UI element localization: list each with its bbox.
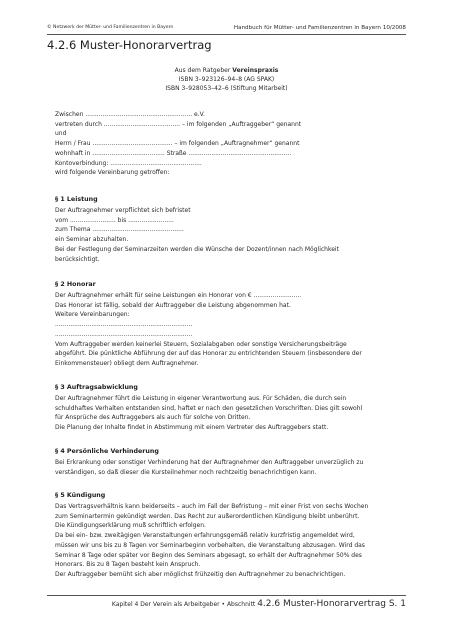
parties-block (55, 110, 415, 178)
section-line: schuldhaftes Verhalten entstanden sind, haftet er nach den gesetzlichen Vorschriften. Dies gilt sowohl (55, 404, 363, 412)
page-footer (112, 599, 406, 609)
header-handbook-title: Handbuch für Mütter- und Familienzentren in Bayern 10/2008 (233, 25, 406, 31)
section-body (55, 206, 415, 264)
section-line: Das Vertragsverhältnis kann beiderseits – auch im Fall der Befristung – mit einer Frist von sechs Wochen (55, 503, 369, 510)
section-line: Der Auftragnehmer führt die Leistung in eigener Verantwortung aus. Für Schäden, die durch sein (55, 395, 347, 402)
isbn-1: ISBN 3–923126–94–8 (AG SPAK) (178, 76, 275, 83)
section-line: ein Seminar abzuhalten. (55, 236, 129, 244)
section-line: abgeführt. Die pünktliche Abführung der auf das Honorar zu entrichtenden Steuern (insbesondere der (55, 350, 362, 358)
parties-line: Zwischen ........................................................ e.V. (55, 111, 205, 118)
section-line: Bei Erkrankung oder sonstiger Verhinderung hat der Auftragnehmer den Auftraggeber unverzüglich zu (55, 459, 364, 466)
parties-line: wohnhaft in ...................................... Straße ...................................................... (55, 149, 292, 157)
section-line: Das Honorar ist fällig, sobald der Auftraggeber die Leistung abgenommen hat. (55, 301, 291, 309)
section-line: Bei der Festlegung der Seminarzeiten werden die Wünsche der Dozent/innen nach Möglichkeit (55, 245, 339, 253)
footer-divider (47, 595, 406, 596)
section-body (55, 394, 415, 433)
section-heading: § 3 Auftragsabwicklung (55, 384, 138, 391)
page-header (47, 23, 406, 33)
section-line: Seminar 8 Tage oder später vor Beginn des Seminars abgesagt, so erhält der Auftragnehmer 50% des (55, 551, 362, 559)
source-book-title: Vereinspraxis (232, 67, 279, 74)
section-line: berücksichtigt. (55, 255, 100, 263)
section-line: Da bei ein- bzw. zweitägigen Veranstaltungen erfahrungsgemäß relativ kurzfristig angemeldet wird, (55, 532, 355, 540)
section-line: müssen wir uns bis zu 8 Tagen vor Seminarbeginn vorbehalten, die Veranstaltung abzusagen. Wird das (55, 541, 365, 549)
section-line: ........................................................................ (55, 321, 193, 329)
section-line: Einkommensteuer) obliegt dem Auftragnehmer. (55, 359, 199, 367)
section-heading: § 2 Honorar (55, 281, 96, 288)
section-line: verständigen, so daß dieser die Kursteilnehmer noch rechtzeitig benachrichtigen kann. (55, 468, 317, 476)
footer-section-page: 4.2.6 Muster-Honorarvertrag S. 1 (257, 599, 406, 609)
section-body (55, 291, 415, 369)
section-line: Die Planung der Inhalte findet in Abstimmung mit einem Vertreter des Auftraggebers statt. (55, 424, 329, 432)
section-line: zum Thema ................................................ (55, 226, 184, 234)
parties-line: vertreten durch ........................................ – im folgenden „Auftraggeber“ genannt (55, 120, 302, 128)
source-prefix: Aus dem Ratgeber (174, 67, 233, 74)
header-divider (47, 34, 406, 35)
section-line: Der Auftragnehmer verpflichtet sich befristet (55, 207, 191, 214)
parties-line: und (55, 130, 67, 138)
parties-line: wird folgende Vereinbarung getroffen: (55, 169, 170, 177)
section-body (55, 458, 415, 477)
section-line: Honorars. Bis zu 8 Tagen besteht kein Anspruch. (55, 561, 201, 569)
isbn-2: ISBN 3–928053–42–6 (Stiftung Mitarbeit) (165, 85, 288, 92)
section-heading: § 5 Kündigung (55, 492, 106, 499)
parties-line: Kontoverbindung: ................................................ (55, 159, 202, 167)
section-line: Vom Auftraggeber werden keinerlei Steuern, Sozialabgaben oder sonstige Versicherungsbeiträge (55, 340, 347, 348)
section-line: Weitere Vereinbarungen: (55, 311, 130, 319)
section-line: zum Seminartermin gekündigt werden. Das Recht zur außerordentlichen Kündigung bleibt unberührt. (55, 512, 360, 520)
section-line: Der Auftraggeber bemüht sich aber möglichst frühzeitig den Auftragnehmer zu benachrichtigen. (55, 570, 346, 578)
footer-chapter: Kapitel 4 Der Verein als Arbeitgeber • Abschnitt (111, 601, 258, 608)
section-body (55, 502, 415, 580)
page-title: 4.2.6 Muster-Honorarvertrag (47, 38, 212, 52)
section-line: ........................................................................ (55, 330, 193, 338)
source-line (0, 66, 453, 75)
header-copyright: © Netzwerk der Mütter- und Familienzentren in Bayern (47, 25, 174, 30)
section-heading: § 4 Persönliche Verhinderung (55, 448, 159, 455)
section-heading: § 1 Leistung (55, 196, 98, 203)
section-line: Der Auftragnehmer erhält für seine Leistungen ein Honorar von € ......................... (55, 292, 302, 299)
section-line: Die Kündigungserklärung muß schriftlich erfolgen. (55, 522, 206, 530)
section-line: für Ansprüche des Auftraggebers als auch für solche von Dritten. (55, 414, 251, 422)
parties-line: Herrn / Frau .......................................... – im folgenden „Auftragnehmer“ genannt (55, 140, 300, 148)
section-line: vom ........................ bis ........................ (55, 216, 174, 224)
